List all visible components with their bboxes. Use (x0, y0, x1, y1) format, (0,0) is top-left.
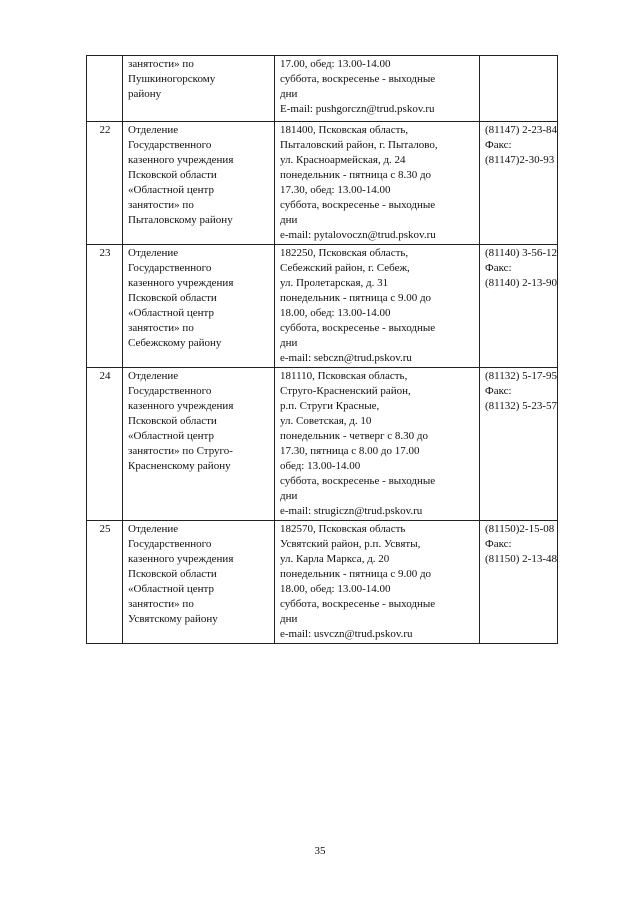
text-line: Псковской области (128, 169, 217, 181)
text-line: р.п. Струги Красные, (280, 400, 380, 412)
text-line: Отделение (128, 124, 179, 136)
office-name (123, 245, 275, 368)
text-line: занятости» по (128, 598, 194, 610)
text-line: Отделение (128, 370, 179, 382)
text-line: 181110, Псковская область, (280, 370, 408, 382)
text-line: казенного учреждения (128, 553, 234, 565)
table-row (87, 122, 558, 245)
fax-number: (81150) 2-13-48 (485, 553, 557, 565)
text-line: понедельник - четверг с 8.30 до (280, 430, 429, 442)
office-name (123, 56, 275, 122)
phone-number: (81140) 3-56-12 (485, 247, 557, 259)
office-phone (480, 122, 558, 245)
text-line: суббота, воскресенье - выходные (280, 199, 436, 211)
text-line: суббота, воскресенье - выходные (280, 475, 436, 487)
text-line: Отделение (128, 523, 179, 535)
email-text: E-mail: pushgorczn@trud.pskov.ru (280, 103, 435, 115)
email-text: e-mail: strugiczn@trud.pskov.ru (280, 505, 423, 517)
text-line: Себежскому району (128, 337, 222, 349)
text-line: суббота, воскресенье - выходные (280, 322, 436, 334)
text-line: Псковской области (128, 568, 217, 580)
text-line: казенного учреждения (128, 154, 234, 166)
text-line: «Областной центр (128, 583, 214, 595)
text-line: дни (280, 337, 298, 349)
phone-number: (81132) 5-17-95 (485, 370, 557, 382)
text-line: району (128, 88, 162, 100)
text-line: Усвятский район, р.п. Усвяты, (280, 538, 421, 550)
text-line: дни (280, 490, 298, 502)
office-address (275, 56, 480, 122)
text-line: дни (280, 613, 298, 625)
page-number: 35 (314, 845, 326, 857)
fax-label: Факс: (485, 538, 512, 550)
phone-number: (81147) 2-23-84 (485, 124, 557, 136)
text-line: суббота, воскресенье - выходные (280, 73, 436, 85)
text-line: 18.00, обед: 13.00-14.00 (280, 307, 391, 319)
office-name (123, 122, 275, 245)
text-line: «Областной центр (128, 184, 214, 196)
text-line: казенного учреждения (128, 277, 234, 289)
text-line: «Областной центр (128, 307, 214, 319)
fax-number: (81140) 2-13-90 (485, 277, 557, 289)
text-line: суббота, воскресенье - выходные (280, 598, 436, 610)
office-phone (480, 521, 558, 644)
text-line: понедельник - пятница с 9.00 до (280, 292, 432, 304)
text-line: понедельник - пятница с 9.00 до (280, 568, 432, 580)
text-line: Себежский район, г. Себеж, (280, 262, 410, 274)
employment-centers-table (86, 55, 558, 644)
text-line: Усвятскому району (128, 613, 218, 625)
email-text: e-mail: sebczn@trud.pskov.ru (280, 352, 412, 364)
row-number: 22 (87, 122, 123, 245)
text-line: Государственного (128, 385, 212, 397)
office-address (275, 521, 480, 644)
text-line: Псковской области (128, 415, 217, 427)
fax-number: (81147)2-30-93 (485, 154, 555, 166)
phone-number: (81150)2-15-08 (485, 523, 555, 535)
row-number (87, 56, 123, 122)
text-line: занятости» по (128, 58, 194, 70)
text-line: Пыталовский район, г. Пыталово, (280, 139, 438, 151)
text-line: 17.30, пятница с 8.00 до 17.00 (280, 445, 420, 457)
text-line: ул. Карла Маркса, д. 20 (280, 553, 390, 565)
table-row (87, 521, 558, 644)
office-name (123, 368, 275, 521)
text-line: дни (280, 214, 298, 226)
text-line: ул. Красноармейская, д. 24 (280, 154, 406, 166)
office-address (275, 245, 480, 368)
office-address (275, 368, 480, 521)
text-line: Государственного (128, 139, 212, 151)
text-line: Красненскому району (128, 460, 231, 472)
text-line: дни (280, 88, 298, 100)
office-phone (480, 245, 558, 368)
text-line: Государственного (128, 538, 212, 550)
text-line: «Областной центр (128, 430, 214, 442)
office-phone (480, 368, 558, 521)
table-row (87, 368, 558, 521)
text-line: Пушкиногорскому (128, 73, 216, 85)
row-number: 24 (87, 368, 123, 521)
text-line: казенного учреждения (128, 400, 234, 412)
row-number: 25 (87, 521, 123, 644)
fax-number: (81132) 5-23-57 (485, 400, 557, 412)
text-line: ул. Пролетарская, д. 31 (280, 277, 389, 289)
text-line: 18.00, обед: 13.00-14.00 (280, 583, 391, 595)
fax-label: Факс: (485, 385, 512, 397)
office-address (275, 122, 480, 245)
text-line: занятости» по Струго- (128, 445, 233, 457)
email-text: e-mail: usvczn@trud.pskov.ru (280, 628, 413, 640)
text-line: Отделение (128, 247, 179, 259)
text-line: занятости» по (128, 199, 194, 211)
text-line: занятости» по (128, 322, 194, 334)
email-text: e-mail: pytalovoczn@trud.pskov.ru (280, 229, 436, 241)
text-line: 17.00, обед: 13.00-14.00 (280, 58, 391, 70)
text-line: 181400, Псковская область, (280, 124, 409, 136)
text-line: 182250, Псковская область, (280, 247, 409, 259)
text-line: ул. Советская, д. 10 (280, 415, 372, 427)
text-line: Псковской области (128, 292, 217, 304)
row-number: 23 (87, 245, 123, 368)
text-line: обед: 13.00-14.00 (280, 460, 361, 472)
office-name (123, 521, 275, 644)
text-line: понедельник - пятница с 8.30 до (280, 169, 432, 181)
table-row (87, 245, 558, 368)
text-line: Пыталовскому району (128, 214, 233, 226)
text-line: 182570, Псковская область (280, 523, 406, 535)
text-line: 17.30, обед: 13.00-14.00 (280, 184, 391, 196)
text-line: Струго-Красненский район, (280, 385, 411, 397)
text-line: Государственного (128, 262, 212, 274)
fax-label: Факс: (485, 262, 512, 274)
table-row (87, 56, 558, 122)
fax-label: Факс: (485, 139, 512, 151)
office-phone (480, 56, 558, 122)
